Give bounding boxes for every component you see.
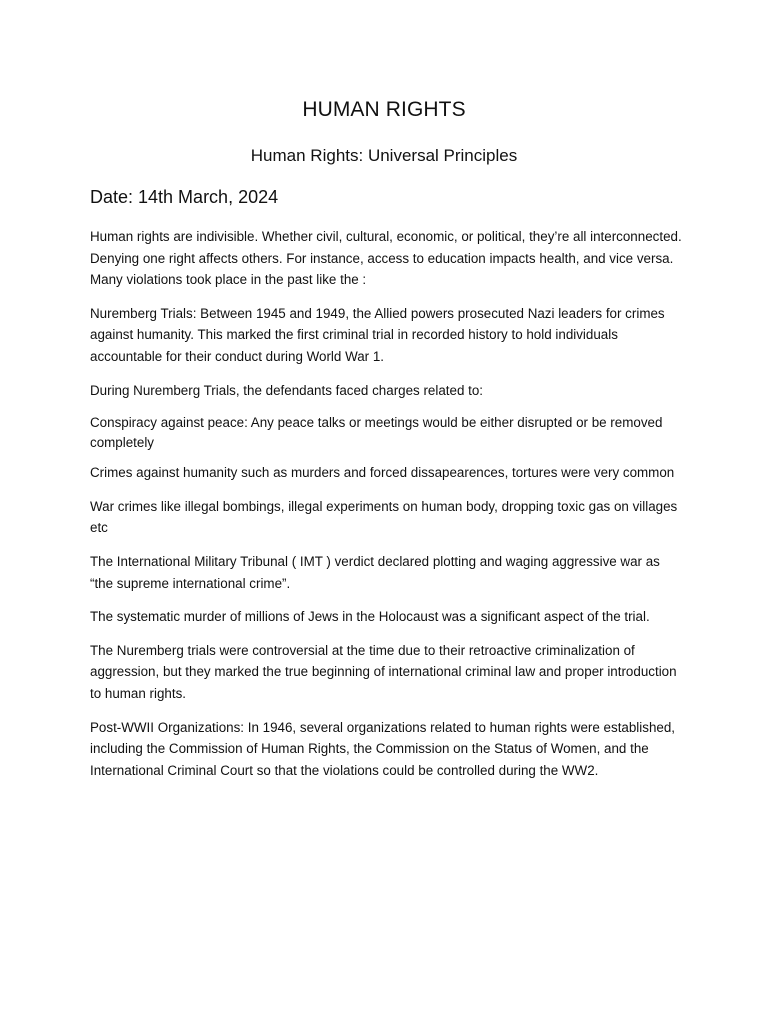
paragraph-holocaust: The systematic murder of millions of Jews in the Holocaust was a significant aspect of the trial. [90, 609, 650, 625]
paragraph-controversy: The Nuremberg trials were controversial at the time due to their retroactive criminalization of aggression, but they marked the true beginning of international criminal law and proper introduction to human rights. [90, 642, 677, 701]
paragraph-conspiracy: Conspiracy against peace: Any peace talks or meetings would be either disrupted or be removed completely [90, 415, 663, 451]
document-subtitle: Human Rights: Universal Principles [250, 146, 518, 165]
document-title: HUMAN RIGHTS [302, 98, 466, 121]
paragraph-intro: Human rights are indivisible. Whether civil, cultural, economic, or political, they’re all interconnected. Denying one right affects others. For instance, access to education impacts health, and vice versa. Many violations took place in the past like the : [90, 229, 682, 288]
paragraph-crimes-against-humanity: Crimes against humanity such as murders and forced dissapearences, tortures were very common [90, 465, 675, 481]
document-body [90, 226, 682, 781]
document-date: Date: 14th March, 2024 [90, 187, 279, 207]
paragraph-post-wwii: Post-WWII Organizations: In 1946, several organizations related to human rights were established, including the Commission of Human Rights, the Commission on the Status of Women, and the International Criminal Court so that the violations could be controlled during the WW2. [90, 719, 676, 778]
paragraph-war-crimes: War crimes like illegal bombings, illegal experiments on human body, dropping toxic gas on villages etc [90, 498, 678, 536]
paragraph-charges-intro: During Nuremberg Trials, the defendants faced charges related to: [90, 382, 484, 398]
paragraph-imt-verdict: The International Military Tribunal ( IMT ) verdict declared plotting and waging aggressive war as “the supreme international crime”. [90, 553, 660, 591]
paragraph-nuremberg-trials: Nuremberg Trials: Between 1945 and 1949, the Allied powers prosecuted Nazi leaders for crimes against humanity. This marked the first criminal trial in recorded history to hold individuals accountable for their conduct during World War 1. [90, 305, 665, 364]
